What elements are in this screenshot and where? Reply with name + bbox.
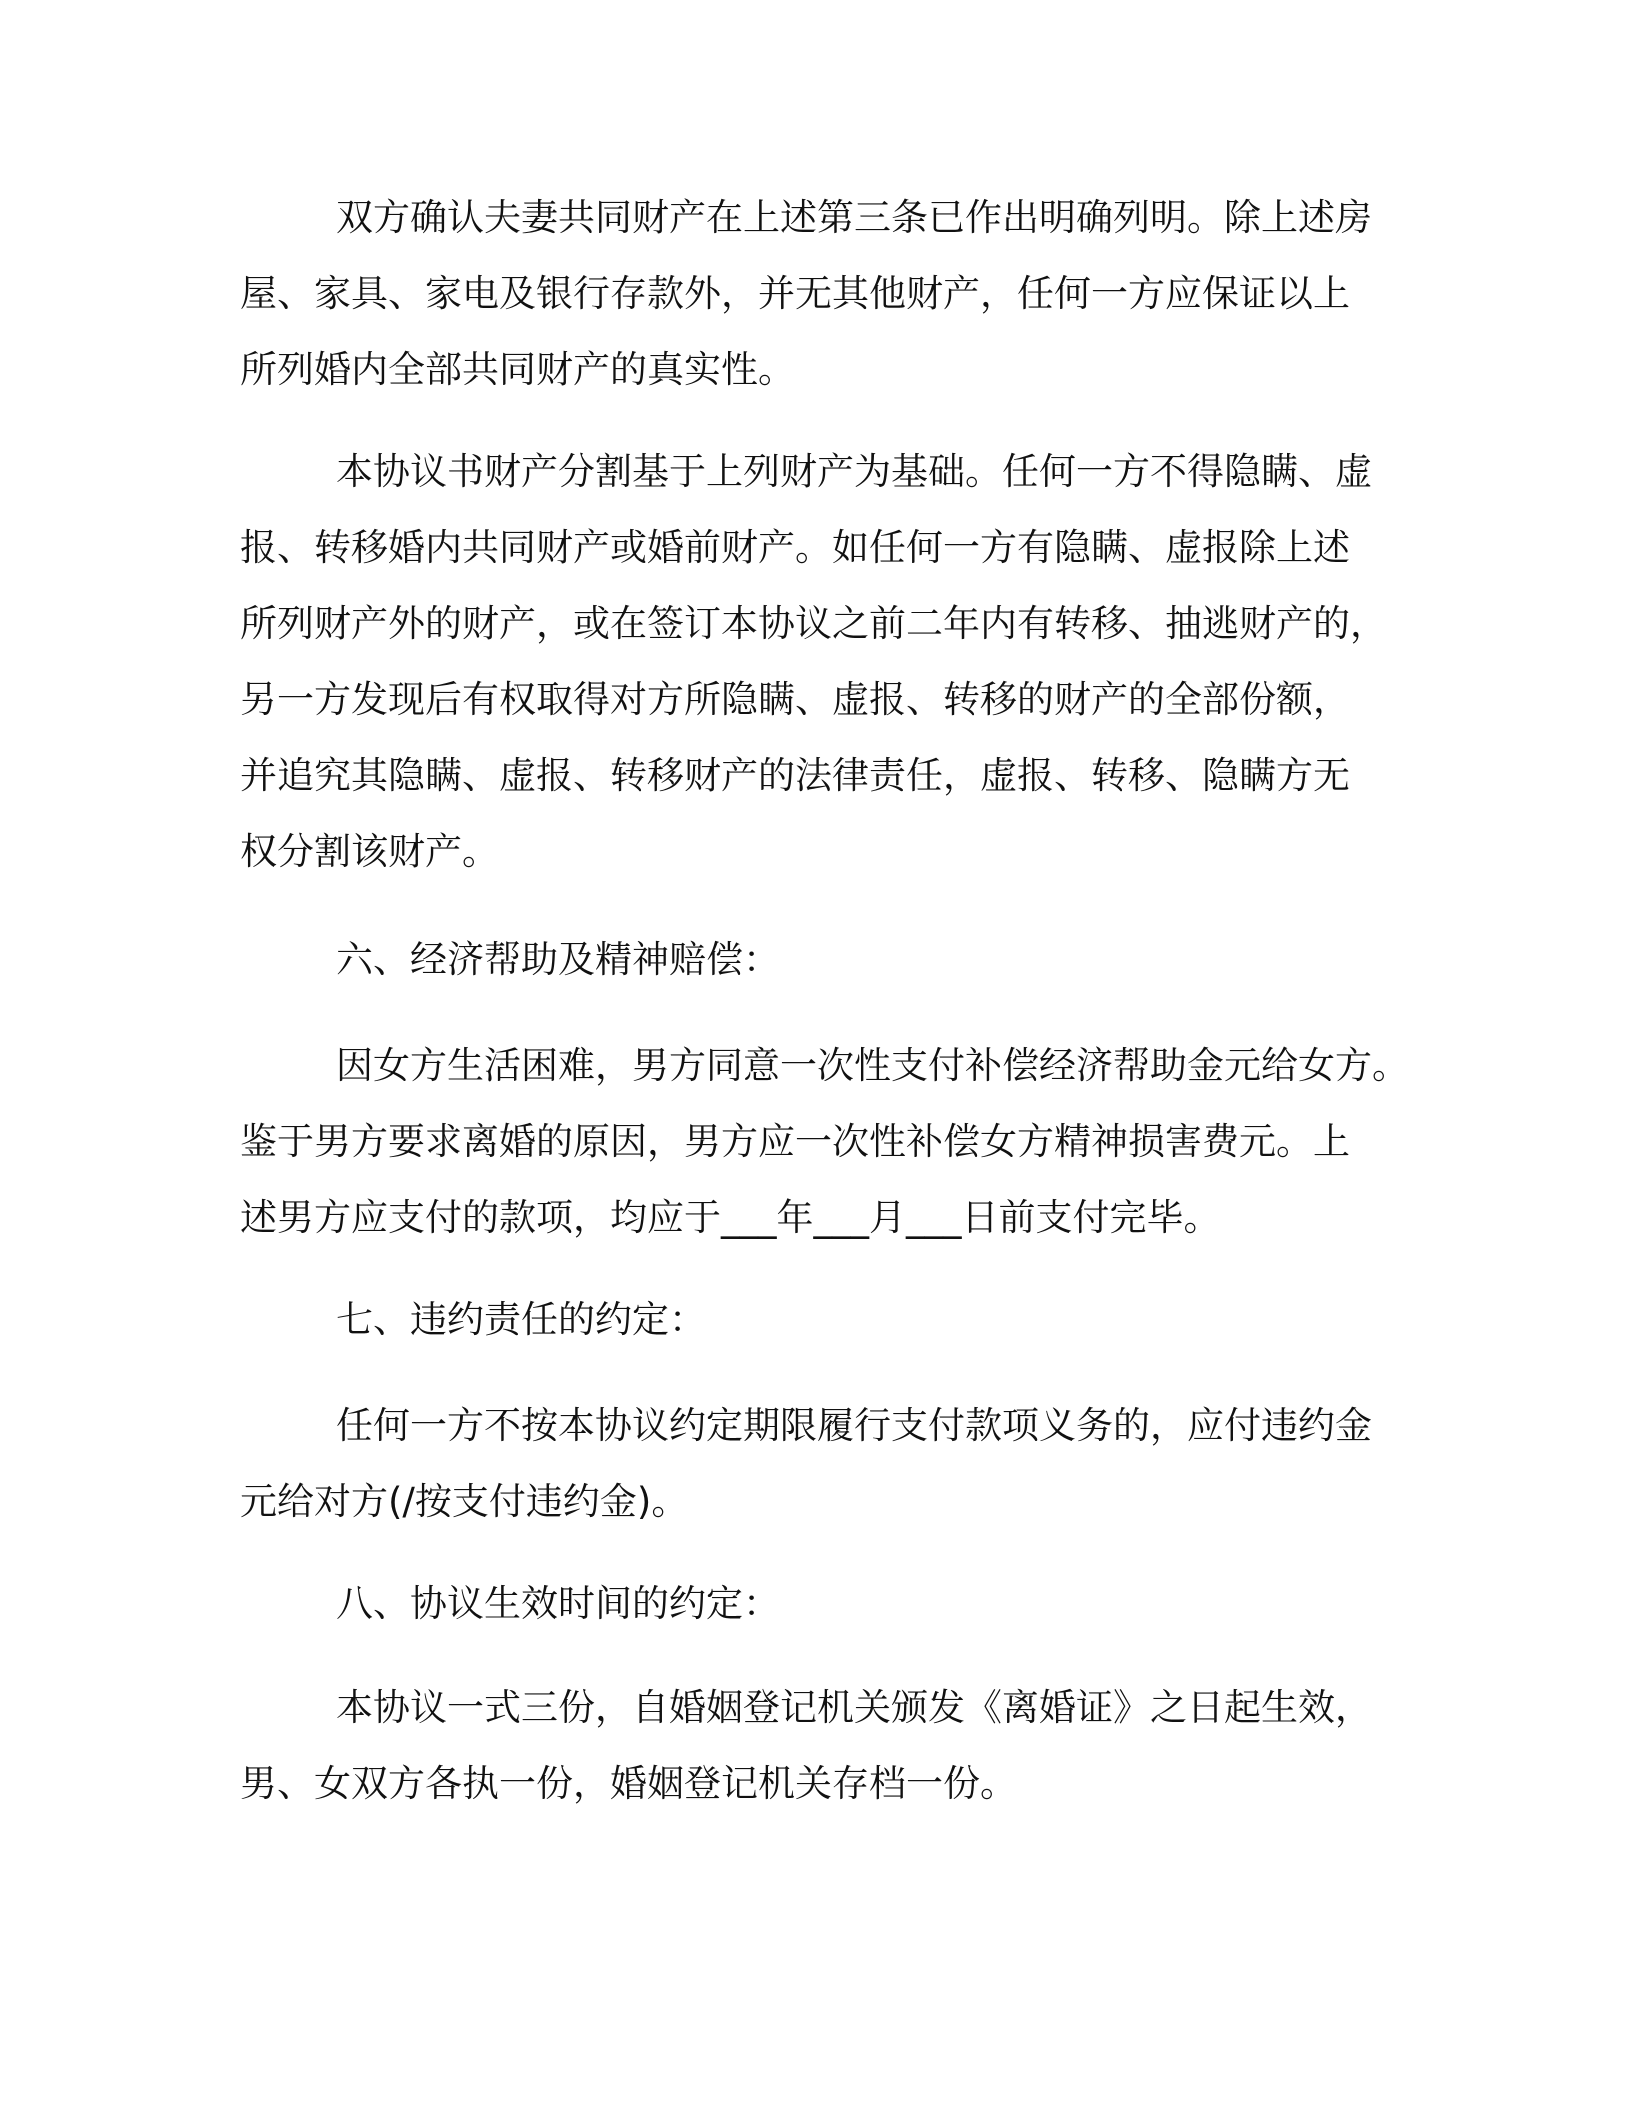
paragraph-line: 权分割该财产。 [240, 830, 499, 873]
paragraph-line: 本协议一式三份，自婚姻登记机关颁发《离婚证》之日起生效， [336, 1686, 1372, 1729]
paragraph-line: 任何一方不按本协议约定期限履行支付款项义务的，应付违约金 [336, 1404, 1372, 1447]
paragraph-line: 所列财产外的财产，或在签订本协议之前二年内有转移、抽逃财产的， [240, 602, 1387, 645]
paragraph-line: 并追究其隐瞒、虚报、转移财产的法律责任，虚报、转移、隐瞒方无 [240, 754, 1350, 797]
paragraph-line: 因女方生活困难，男方同意一次性支付补偿经济帮助金元给女方。 [336, 1044, 1409, 1087]
section-heading: 八、协议生效时间的约定： [336, 1582, 780, 1625]
section-heading: 六、经济帮助及精神赔偿： [336, 938, 780, 981]
paragraph-line: 屋、家具、家电及银行存款外，并无其他财产，任何一方应保证以上 [240, 272, 1350, 315]
section-heading: 七、违约责任的约定： [336, 1298, 706, 1341]
paragraph-line: 报、转移婚内共同财产或婚前财产。如任何一方有隐瞒、虚报除上述 [240, 526, 1350, 569]
paragraph-line: 所列婚内全部共同财产的真实性。 [240, 348, 795, 391]
paragraph-line: 本协议书财产分割基于上列财产为基础。任何一方不得隐瞒、虚 [336, 450, 1372, 493]
paragraph-line: 述男方应支付的款项，均应于___年___月___日前支付完毕。 [240, 1196, 1221, 1239]
paragraph-line: 男、女双方各执一份，婚姻登记机关存档一份。 [240, 1762, 1017, 1805]
paragraph-line: 双方确认夫妻共同财产在上述第三条已作出明确列明。除上述房 [336, 196, 1372, 239]
paragraph-line: 另一方发现后有权取得对方所隐瞒、虚报、转移的财产的全部份额， [240, 678, 1350, 721]
paragraph-line: 元给对方(/按支付违约金)。 [240, 1480, 689, 1523]
paragraph-line: 鉴于男方要求离婚的原因，男方应一次性补偿女方精神损害费元。上 [240, 1120, 1350, 1163]
